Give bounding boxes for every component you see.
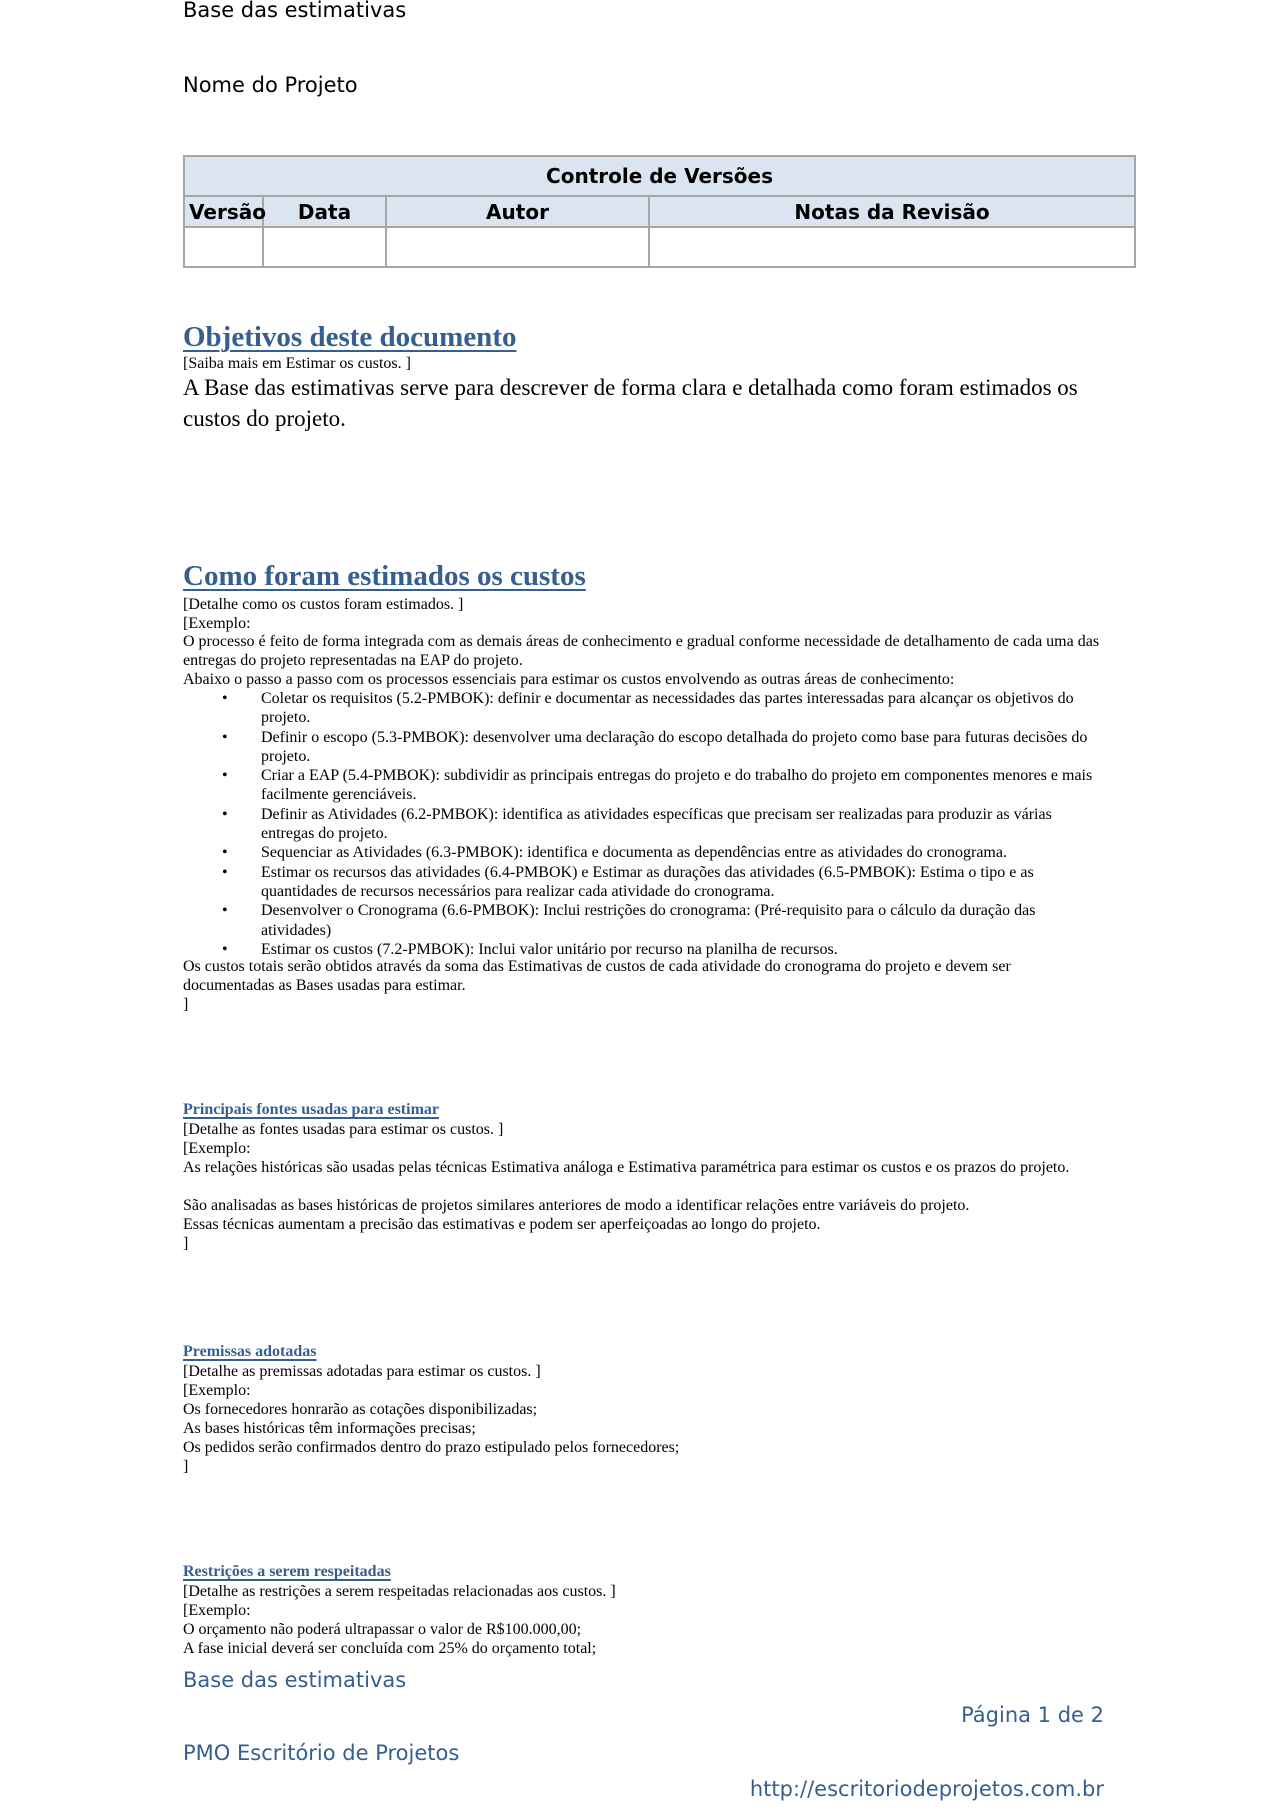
- fontes-close: ]: [183, 1235, 189, 1252]
- bullet-icon: •: [222, 940, 228, 958]
- footer-page-number: Página 1 de 2: [961, 1703, 1104, 1727]
- heading-principais-fontes: Principais fontes usadas para estimar: [183, 1101, 439, 1118]
- list-item: • Criar a EAP (5.4-PMBOK): subdividir as principais entregas do projeto e do trabalho do projeto em componentes menores e mais facilmente gerenciáveis.: [222, 767, 1093, 804]
- footer-organization: PMO Escritório de Projetos: [183, 1741, 460, 1765]
- list-item: • Definir as Atividades (6.2-PMBOK): identifica as atividades específicas que precisam ser realizadas para produzir as várias entregas do projeto.: [222, 805, 1052, 843]
- column-header-version: Versão: [184, 196, 263, 227]
- column-header-revision-notes: Notas da Revisão: [649, 196, 1135, 227]
- premissas-close: ]: [183, 1458, 189, 1475]
- bullet-icon: •: [222, 690, 228, 707]
- revision-notes-cell[interactable]: [649, 227, 1135, 267]
- bullet-icon: •: [222, 863, 228, 881]
- list-item: • Estimar os recursos das atividades (6.4-PMBOK) e Estimar as durações das atividades (6.5-PMBOK): Estima o tipo e as quantidades de recursos necessários para realizar cada atividade do cronograma.: [222, 863, 1034, 900]
- premissas-line-2: As bases históricas têm informações precisas;: [183, 1420, 476, 1437]
- heading-restricoes: Restrições a serem respeitadas: [183, 1563, 391, 1580]
- como-hint: [Detalhe como os custos foram estimados. ]: [183, 596, 464, 613]
- restricoes-line-1: O orçamento não poderá ultrapassar o valor de R$100.000,00;: [183, 1621, 582, 1638]
- header-project-name: Nome do Projeto: [183, 73, 358, 97]
- premissas-example-open: [Exemplo:: [183, 1382, 251, 1399]
- fontes-line-2: São analisadas as bases históricas de projetos similares anteriores de modo a identificar relações entre variáveis do projeto.: [183, 1197, 970, 1214]
- restricoes-hint: [Detalhe as restrições a serem respeitadas relacionadas aos custos. ]: [183, 1583, 616, 1600]
- date-cell[interactable]: [263, 227, 386, 267]
- process-steps-list: [183, 689, 1103, 959]
- heading-objetivos: Objetivos deste documento: [183, 321, 517, 353]
- version-cell[interactable]: [184, 227, 263, 267]
- list-item: • Coletar os requisitos (5.2-PMBOK): definir e documentar as necessidades das partes interessadas para alcançar os objetivos do projeto.: [222, 690, 1074, 727]
- como-paragraph-2: Abaixo o passo a passo com os processos essenciais para estimar os custos envolvendo as outras áreas de conhecimento:: [183, 671, 955, 688]
- list-item: • Definir o escopo (5.3-PMBOK): desenvolver uma declaração do escopo detalhada do projeto como base para futuras decisões do projeto.: [222, 728, 1088, 765]
- fontes-line-3: Essas técnicas aumentam a precisão das estimativas e podem ser aperfeiçoadas ao longo do projeto.: [183, 1216, 821, 1233]
- footer-document-title: Base das estimativas: [183, 1668, 407, 1692]
- premissas-line-3: Os pedidos serão confirmados dentro do prazo estipulado pelos fornecedores;: [183, 1439, 680, 1456]
- column-header-author: Autor: [386, 196, 649, 227]
- bullet-icon: •: [222, 728, 228, 746]
- fontes-hint: [Detalhe as fontes usadas para estimar os custos. ]: [183, 1121, 504, 1138]
- bullet-icon: •: [222, 902, 228, 920]
- column-header-date: Data: [263, 196, 386, 227]
- author-cell[interactable]: [386, 227, 649, 267]
- header-document-title: Base das estimativas: [183, 0, 407, 22]
- restricoes-example-open: [Exemplo:: [183, 1602, 251, 1619]
- table-row: [184, 227, 1135, 267]
- como-paragraph-1: O processo é feito de forma integrada com as demais áreas de conhecimento e gradual conforme necessidade de detalhamento de cada uma das entregas do projeto representadas na EAP do projeto.: [183, 633, 1100, 670]
- bullet-icon: •: [222, 767, 228, 785]
- fontes-example-open: [Exemplo:: [183, 1140, 251, 1157]
- premissas-hint: [Detalhe as premissas adotadas para estimar os custos. ]: [183, 1363, 541, 1380]
- version-control-table: [183, 155, 1136, 268]
- heading-como-foram-estimados: Como foram estimados os custos: [183, 560, 586, 592]
- list-item: • Sequenciar as Atividades (6.3-PMBOK): identifica e documenta as dependências entre as atividades do cronograma.: [222, 844, 1007, 862]
- objetivos-hint: [Saiba mais em Estimar os custos. ]: [183, 355, 411, 372]
- footer-url-link[interactable]: http://escritoriodeprojetos.com.br: [749, 1777, 1104, 1801]
- premissas-line-1: Os fornecedores honrarão as cotações disponibilizadas;: [183, 1401, 538, 1418]
- list-item: • Estimar os custos (7.2-PMBOK): Inclui valor unitário por recurso na planilha de recursos.: [222, 940, 838, 958]
- heading-premissas: Premissas adotadas: [183, 1343, 317, 1360]
- objetivos-body: A Base das estimativas serve para descrever de forma clara e detalhada como foram estimados os custos do projeto.: [183, 375, 1078, 431]
- version-table-caption: Controle de Versões: [184, 156, 1135, 196]
- como-paragraph-3: Os custos totais serão obtidos através da soma das Estimativas de custos de cada atividade do cronograma do projeto e devem ser documentadas as Bases usadas para estimar.: [183, 958, 1011, 995]
- como-close: ]: [183, 996, 189, 1013]
- como-example-open: [Exemplo:: [183, 615, 251, 632]
- fontes-line-1: As relações históricas são usadas pelas técnicas Estimativa análoga e Estimativa paramétrica para estimar os custos e os prazos do projeto.: [183, 1159, 1070, 1176]
- bullet-icon: •: [222, 844, 228, 862]
- restricoes-line-2: A fase inicial deverá ser concluída com 25% do orçamento total;: [183, 1640, 597, 1657]
- list-item: • Desenvolver o Cronograma (6.6-PMBOK): Inclui restrições do cronograma: (Pré-requisito para o cálculo da duração das atividades): [222, 902, 1036, 939]
- bullet-icon: •: [222, 805, 228, 823]
